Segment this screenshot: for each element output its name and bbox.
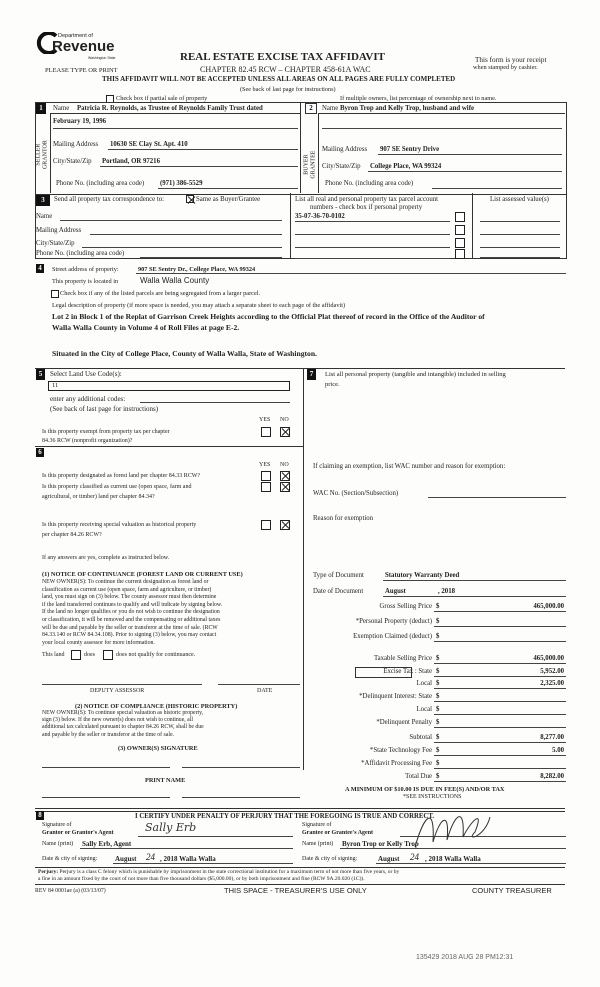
forest-no-checkbox[interactable]: [280, 471, 290, 481]
yes-header: YES: [259, 417, 271, 423]
current-use-no-checkbox[interactable]: [280, 482, 290, 492]
seller-mail-label: Mailing Address: [53, 141, 99, 148]
assessed-value-header: List assessed value(s): [490, 196, 549, 203]
notice-line: 84.33.140 or RCW 84.34.108). Prior to signing (3) below, you may contact: [42, 632, 217, 639]
grantor-day[interactable]: 24: [146, 852, 155, 862]
does-qualify-checkbox[interactable]: [71, 650, 81, 660]
fee-value[interactable]: 465,000.00: [533, 603, 564, 610]
legal-description-1[interactable]: Lot 2 in Block 1 of the Replat of Garrison Creek Heights according to the Official Plat thereof of record in the Office of the Auditor of: [52, 312, 485, 321]
street-label: Street address of property:: [52, 266, 119, 273]
personal-property-checkbox-3[interactable]: [455, 238, 465, 248]
affidavit-page: Department of Revenue Washington State PLEASE TYPE OR PRINT REAL ESTATE EXCISE TAX AFFIDAVIT CHAPTER 82.45 RCW – CHAPTER 458-61A WAC THIS AFFIDAVIT WILL NOT BE ACCEPTED UNLESS ALL AREAS ON ALL PAGES ARE FULLY COMPLETED (See back of last page for instructions) This form is your receipt when stamped by cashier. Check box if partial sale of property If multiple owners, list percentage of ownership next to name. 1 SELLER GRANTOR Name Patricia R. Reynolds, as Trustee of Reynolds Family Trust dated February 19, 1996 Mailing Address 10630 SE Clay St. Apt. 410 City/State/Zip Portland, OR 97216 Phone No. (including area code) (971) 386-5529 2 BUYER GRANTEE Name Byron Trop and Kelly Trop, husband and wife Mailing Address 907 SE Sentry Drive City/State/Zip College Place, WA 99324 Phone No. (including area code) 3 Send all property tax correspondence to: Same as Buyer/Grantee Name Mailing Address City/State/Zip Phone No. (including area code) List all real and personal property tax parcel account numbers - check box if personal property 35-07-36-70-0102 List assessed value(s) 4 Street address of property: 907 SE Sentry Dr., College Place, WA 99324 This property is located in Walla Walla County Check box if any of the listed parcels are being segregated from a larger parcel. Legal description of property (if more space is needed, you may attach a separate sheet to each page of the affidavit) Lot 2 in Block 1 of the Replat of Garrison Creek Heights according to the Official Plat thereof of record in the Office of the Auditor of Walla Walla County in Volume 4 of Roll Files at page E-2. Situated in the City of College Place, County of Walla Walla, State of Washington. 5 Select Land Use Code(s): 11 enter any additional codes: (See back of last page for instructions) YES NO Is this property exempt from property tax per chapter 84.36 RCW (nonprofit organization)? 6 YES NO Is this property designated as forest land per chapter 84.33 RCW? Is this property classified as current use (open space, farm and agricultural, or timber) land per chapter 84.34? Is this property receiving special valuation as historical property per chapter 84.26 RCW? If any answers are yes, complete as instructed below. (1) NOTICE OF CONTINUANCE (FOREST LAND OR CURRENT USE) NEW OWNER(S): To continue the current designation as forest land or classification as current use (open space, farm and agriculture, or timber) land, you must sign on (3) below. The county assessor must then determine if the land transferred continues to qualify and will indicate by signing below. If the land no longer qualifies or you do not wish to continue the designation or classification, it will be removed and the compensating or additional taxes will be due and payable by the seller or transferor at the time of sale. (RCW 84.33.140 or RCW 84.34.108). Prior to signing (3) below, you may contact your local county assessor for more information. This land does does not qualify for continuance. DEPUTY ASSESSOR DATE (2) NOTICE OF COMPLIANCE (HISTORIC PROPERTY) NEW OWNER(S): To continue special valuation as historic property, sign (3) below. If the new owner(s) does not wish to continue, all additional tax calculated pursuant to chapter 84.26 RCW, shall be due and payable by the seller or transferor at the time of sale. (3) OWNER(S) SIGNATURE PRINT NAME 7 List all personal property (tangible and intangible) included in selling price. If claiming an exemption, list WAC number and reason for exemption: WAC No. (Section/Subsection) Reason for exemption Type of Document Statutory Warranty Deed Date of Document August , 2018 Gross Selling Price $ 465,000.00 *Personal Property (deduct) $ Exemption Claimed (deduct) $ Taxable Selling Price $ 465,000.00 Excise Tax : State $ 5,952.00 Local $ 2,325.00 *Delinquent Interest: State $ Local $ *Delinquent Penalty $ Subtotal $ 8,277.00 *State Technology Fee $ 5.00 *Affidavit Processing Fee $ Total Due $ 8,282.00 A MINIMUM OF $10.00 IS DUE IN FEE(S) AND/OR TAX *SEE INSTRUCTIONS 8 I CERTIFY UNDER PENALTY OF PERJURY THAT THE FOREGOING IS TRUE AND CORRECT. Signature of Grantor or Grantor's Agent Sally Erb Name (print) Sally Erb, Agent Date & city of signing: August 24 , 2018 Walla Walla Signature of Grantee or Grantee's Agent Name (print) Byron Trop or Kelly Trop Date & city of signing: August 24 , 2018 Walla Walla Perjury: Perjury is a class C felony which is punishable by imprisonment in the state correctional institution for a maximum term of not more than five years, or by a fine in an amount fixed by the court of not more than five thousand dollars ($5,000.00), or by both imprisonment and fine (RCW 9A.20.020 (1C)). REV 84 0001ae (a) (03/13/07) THIS SPACE - TREASURER'S USE ONLY COUNTY TREASURER 135429 2018 AUG 28 PM12:31: [0, 0, 600, 987]
corr-city-label: City/State/Zip: [36, 240, 75, 247]
dollar-sign: $: [436, 773, 440, 780]
situated-text[interactable]: Situated in the City of College Place, County of Walla Walla, State of Washington.: [52, 349, 317, 358]
fee-label: Local: [416, 680, 432, 687]
receipt-note: This form is your receipt: [475, 56, 547, 64]
fee-value[interactable]: 5.00: [552, 747, 564, 754]
dollar-sign: $: [436, 693, 440, 700]
doc-date-label: Date of Document: [313, 588, 364, 595]
land-use-label: Select Land Use Code(s):: [50, 370, 122, 378]
dollar-sign: $: [436, 618, 440, 625]
fee-label: Total Due: [405, 773, 432, 780]
notice-line: or classification, it will be removed and the compensating or additional taxes: [42, 616, 221, 623]
personal-property-checkbox-4[interactable]: [455, 249, 465, 259]
nonprofit-no-checkbox[interactable]: [280, 427, 290, 437]
grantor-name[interactable]: Sally Erb, Agent: [82, 840, 132, 848]
doc-type-value[interactable]: Statutory Warranty Deed: [385, 572, 460, 579]
corr-city-field[interactable]: [82, 247, 282, 248]
perjury-label: Perjury:: [38, 869, 59, 875]
fee-value[interactable]: 8,282.00: [540, 773, 564, 780]
grantee-name-label: Name (print): [302, 841, 334, 847]
minimum-note: A MINIMUM OF $10.00 IS DUE IN FEE(S) AND/OR TAX: [345, 786, 505, 793]
grantee-name[interactable]: Byron Trop or Kelly Trop: [342, 840, 419, 848]
grantee-date[interactable]: August: [378, 855, 400, 863]
nonprofit-question: Is this property exempt from property tax per chapter: [42, 429, 170, 435]
grantor-signature-field[interactable]: [138, 836, 293, 837]
buyer-city-label: City/State/Zip: [322, 163, 361, 170]
grantor-agent-label: Grantor or Grantor's Agent: [42, 830, 114, 836]
buyer-name[interactable]: Byron Trop and Kelly Trop, husband and wife: [340, 105, 474, 112]
perjury-text-2: a fine in an amount fixed by the court of not more than five thousand dollars ($5,000.00), or by both imprisonment and fine (RCW 9A.20.020 (1C)).: [38, 876, 365, 882]
dollar-sign: $: [436, 719, 440, 726]
corr-phone-field[interactable]: [140, 257, 282, 258]
section-6-badge: 6: [36, 448, 44, 457]
buyer-mail[interactable]: 907 SE Sentry Drive: [380, 146, 440, 153]
seller-name-label: Name: [53, 105, 70, 112]
dollar-sign: $: [436, 633, 440, 640]
segregated-label: Check box if any of the listed parcels are being segregated from a larger parcel.: [60, 290, 261, 297]
seller-city[interactable]: Portland, OR 97216: [102, 158, 160, 165]
wac-label: WAC No. (Section/Subsection): [313, 490, 399, 497]
county-value[interactable]: Walla Walla County: [140, 276, 210, 285]
notice-compliance-text: [42, 710, 204, 739]
wac-field[interactable]: [428, 497, 566, 498]
historic-no-checkbox[interactable]: [280, 520, 290, 530]
certify-statement: I CERTIFY UNDER PENALTY OF PERJURY THAT THE FOREGOING IS TRUE AND CORRECT.: [135, 813, 435, 820]
corr-name-label: Name: [36, 213, 53, 220]
yes-header-6: YES: [259, 462, 271, 468]
legal-label: Legal description of property (if more space is needed, you may attach a separate sheet to each page of the affidavit): [52, 302, 346, 309]
form-revision: REV 84 0001ae (a) (03/13/07): [35, 888, 106, 894]
doc-type-label: Type of Document: [313, 572, 364, 579]
fee-value[interactable]: 2,325.00: [540, 680, 564, 687]
section-4-badge: 4: [36, 264, 44, 273]
seller-phone-label: Phone No. (including area code): [56, 180, 145, 187]
forest-question: Is this property designated as forest land per chapter 84.33 RCW?: [42, 473, 201, 479]
no-header-6: NO: [280, 462, 289, 468]
fee-value[interactable]: 5,952.00: [540, 668, 564, 675]
grantor-date[interactable]: August: [115, 855, 137, 863]
notice-line: if the land transferred continues to qualify and will indicate by signing below.: [42, 601, 223, 608]
segregated-checkbox[interactable]: [51, 290, 59, 298]
fee-label: *Affidavit Processing Fee: [361, 760, 432, 767]
notice-line: will be due and payable by the seller or transferor at the time of sale. (RCW: [42, 624, 218, 631]
current-use-question-2: agricultural, or timber) land per chapter 84.34?: [42, 494, 155, 500]
same-as-buyer-checkbox[interactable]: [186, 195, 194, 203]
corr-name-field[interactable]: [60, 220, 282, 221]
grantor-sig-of: Signature of: [42, 822, 72, 828]
notice-line: NEW OWNER(S): To continue special valuation as historic property,: [42, 710, 204, 716]
corr-mail-field[interactable]: [90, 234, 282, 235]
buyer-city[interactable]: College Place, WA 99324: [370, 163, 442, 170]
dollar-sign: $: [436, 680, 440, 687]
historic-question-2: per chapter 84.26 RCW?: [42, 532, 102, 538]
doc-date-month[interactable]: August: [385, 588, 406, 595]
multiple-owners-note: If multiple owners, list percentage of ownership next to name.: [340, 95, 497, 102]
parcel-header-2: numbers - check box if personal property: [310, 204, 423, 211]
fee-label: Taxable Selling Price: [373, 655, 432, 662]
owner-signature-title: (3) OWNER(S) SIGNATURE: [118, 745, 198, 752]
notice-continuance-title: (1) NOTICE OF CONTINUANCE (FOREST LAND OR CURRENT USE): [42, 571, 243, 578]
see-back-note: (See back of last page for instructions): [240, 86, 336, 93]
grantee-agent-label: Grantee or Grantee's Agent: [302, 830, 374, 836]
fee-value[interactable]: 465,000.00: [533, 655, 564, 662]
grantor-name-label: Name (print): [42, 841, 74, 847]
additional-codes-field[interactable]: [140, 402, 290, 403]
personal-property-checkbox-2[interactable]: [455, 225, 465, 235]
notice-line: sign (3) below. If the new owner(s) does not wish to continue, all: [42, 717, 193, 724]
land-use-instructions: (See back of last page for instructions): [50, 405, 159, 413]
grantee-date-city[interactable]: , 2018 Walla Walla: [425, 855, 481, 863]
treasurer-space-label: THIS SPACE - TREASURER'S USE ONLY: [224, 886, 367, 895]
section-7-badge: 7: [307, 369, 316, 380]
owner-signature-line-1[interactable]: [42, 767, 170, 768]
parcel-number[interactable]: 35-07-36-70-0102: [295, 213, 345, 220]
cashier-stamp: 135429 2018 AUG 28 PM12:31: [416, 954, 514, 961]
perjury-notice: [38, 869, 399, 883]
deputy-assessor-label: DEPUTY ASSESSOR: [90, 688, 145, 694]
exemption-label: If claiming an exemption, list WAC number and reason for exemption:: [313, 463, 506, 470]
send-correspondence-label: Send all property tax correspondence to:: [54, 196, 165, 203]
section-3-badge: 3: [36, 195, 50, 206]
does-not-label: does not qualify for continuance.: [116, 652, 196, 658]
county-treasurer-label: COUNTY TREASURER: [472, 886, 552, 895]
partial-sale-label: Check box if partial sale of property: [116, 95, 208, 102]
seller-mail[interactable]: 10630 SE Clay St. Apt. 410: [110, 141, 188, 148]
grantee-sig-of: Signature of: [302, 822, 332, 828]
land-use-code-input[interactable]: [48, 381, 290, 391]
notice-compliance-title: (2) NOTICE OF COMPLIANCE (HISTORIC PROPERTY): [75, 703, 238, 710]
does-not-qualify-checkbox[interactable]: [103, 650, 113, 660]
grantee-date-label: Date & city of signing:: [302, 856, 358, 862]
notice-line: land, you must sign on (3) below. The county assessor must then determine: [42, 594, 217, 601]
form-title: REAL ESTATE EXCISE TAX AFFIDAVIT: [180, 51, 385, 63]
dollar-sign: $: [436, 706, 440, 713]
notice-line: and payable by the seller or transferor at the time of sale.: [42, 731, 174, 738]
local-code-box[interactable]: [355, 667, 412, 678]
warning-line: THIS AFFIDAVIT WILL NOT BE ACCEPTED UNLESS ALL AREAS ON ALL PAGES ARE FULLY COMPLETED: [102, 75, 456, 83]
notice-line: additional tax calculated pursuant to chapter 84.26 RCW, shall be due: [42, 724, 204, 731]
street-address[interactable]: 907 SE Sentry Dr., College Place, WA 99324: [138, 266, 256, 273]
fee-label: Exemption Claimed (deduct): [353, 633, 432, 640]
please-type: PLEASE TYPE OR PRINT: [45, 67, 118, 74]
assessor-date-label: DATE: [257, 688, 273, 694]
deputy-assessor-line[interactable]: [42, 684, 202, 685]
buyer-name-label: Name: [322, 105, 339, 112]
chapter-line: CHAPTER 82.45 RCW – CHAPTER 458-61A WAC: [200, 65, 371, 74]
assessor-date-line[interactable]: [218, 684, 300, 685]
seller-city-label: City/State/Zip: [53, 158, 92, 165]
fee-label: Excise Tax : State: [383, 668, 432, 675]
additional-codes-label: enter any additional codes:: [50, 395, 126, 403]
corr-mail-label: Mailing Address: [36, 227, 82, 234]
receipt-note-2: when stamped by cashier.: [473, 64, 538, 71]
this-land-label: This land: [42, 652, 65, 658]
reason-label: Reason for exemption: [313, 515, 374, 522]
perjury-text-1: Perjury is a class C felony which is punishable by imprisonment in the state correctional institution for a maximum term of not more than five years, or by: [59, 869, 400, 875]
notice-continuance-text: [42, 579, 222, 647]
fee-label: Local: [416, 706, 432, 713]
fee-label: *Delinquent Penalty: [376, 719, 432, 726]
fee-value[interactable]: 8,277.00: [540, 734, 564, 741]
fee-label: *State Technology Fee: [369, 747, 432, 754]
historic-question: Is this property receiving special valuation as historical property: [42, 522, 197, 528]
fee-label: Gross Selling Price: [379, 603, 432, 610]
grantee-day[interactable]: 24: [410, 852, 419, 862]
grantor-date-label: Date & city of signing:: [42, 856, 98, 862]
section-5-badge: 5: [36, 369, 45, 380]
located-label: This property is located in: [52, 278, 119, 285]
print-name-line-2[interactable]: [182, 797, 300, 798]
owner-signature-line-2[interactable]: [182, 767, 300, 768]
personal-property-label: List all personal property (tangible and intangible) included in selling: [325, 371, 506, 378]
dollar-sign: $: [436, 747, 440, 754]
nonprofit-yes-checkbox[interactable]: [261, 427, 271, 437]
print-name-line-1[interactable]: [42, 797, 170, 798]
if-yes-note: If any answers are yes, complete as instructed below.: [42, 555, 170, 561]
seller-phone[interactable]: (971) 386-5529: [160, 180, 203, 187]
current-use-yes-checkbox[interactable]: [261, 482, 271, 492]
fee-label: Subtotal: [409, 734, 432, 741]
does-label: does: [84, 652, 95, 658]
parcel-header: List all real and personal property tax parcel account: [295, 196, 439, 203]
fee-label: *Delinquent Interest: State: [359, 693, 432, 700]
grantor-date-city[interactable]: , 2018 Walla Walla: [160, 855, 216, 863]
personal-property-label-2: price.: [325, 381, 340, 388]
dollar-sign: $: [436, 668, 440, 675]
buyer-phone-label: Phone No. (including area code): [325, 180, 414, 187]
dollar-sign: $: [436, 603, 440, 610]
personal-property-checkbox-1[interactable]: [455, 212, 465, 222]
notice-line: your local county assessor for more information.: [42, 639, 155, 646]
no-header: NO: [280, 417, 289, 423]
notice-line: NEW OWNER(S): To continue the current designation as forest land or: [42, 579, 209, 585]
doc-date-year[interactable]: , 2018: [438, 588, 455, 595]
dollar-sign: $: [436, 760, 440, 767]
buyer-label: BUYER GRANTEE: [303, 150, 316, 179]
current-use-question: Is this property classified as current use (open space, farm and: [42, 484, 192, 490]
see-instructions: *SEE INSTRUCTIONS: [403, 794, 462, 800]
land-use-code: 11: [52, 382, 59, 389]
forest-yes-checkbox[interactable]: [261, 471, 271, 481]
section-2-badge: 2: [305, 103, 317, 114]
seller-name[interactable]: Patricia R. Reynolds, as Trustee of Reynolds Family Trust dated: [77, 105, 263, 112]
buyer-mail-label: Mailing Address: [322, 146, 368, 153]
grantor-signature: Sally Erb: [145, 821, 197, 834]
legal-description-2[interactable]: Walla Walla County in Volume 4 of Roll Files at page E-2.: [52, 323, 240, 332]
seller-label: SELLER GRANTOR: [35, 140, 48, 170]
dollar-sign: $: [436, 734, 440, 741]
section-8-badge: 8: [36, 811, 44, 820]
notice-line: If the land no longer qualifies or you do not wish to continue the designation: [42, 609, 220, 616]
notice-line: classification as current use (open space, farm and agriculture, or timber): [42, 586, 212, 593]
print-name-label: PRINT NAME: [145, 777, 186, 784]
dollar-sign: $: [436, 655, 440, 662]
nonprofit-question-2: 84.36 RCW (nonprofit organization)?: [42, 438, 133, 444]
section-1-badge: 1: [36, 103, 46, 114]
same-as-buyer-label: Same as Buyer/Grantee: [196, 196, 261, 203]
fee-label: *Personal Property (deduct): [355, 618, 432, 625]
corr-phone-label: Phone No. (including area code): [36, 250, 125, 257]
seller-name-line2[interactable]: February 19, 1996: [53, 118, 107, 125]
historic-yes-checkbox[interactable]: [261, 520, 271, 530]
